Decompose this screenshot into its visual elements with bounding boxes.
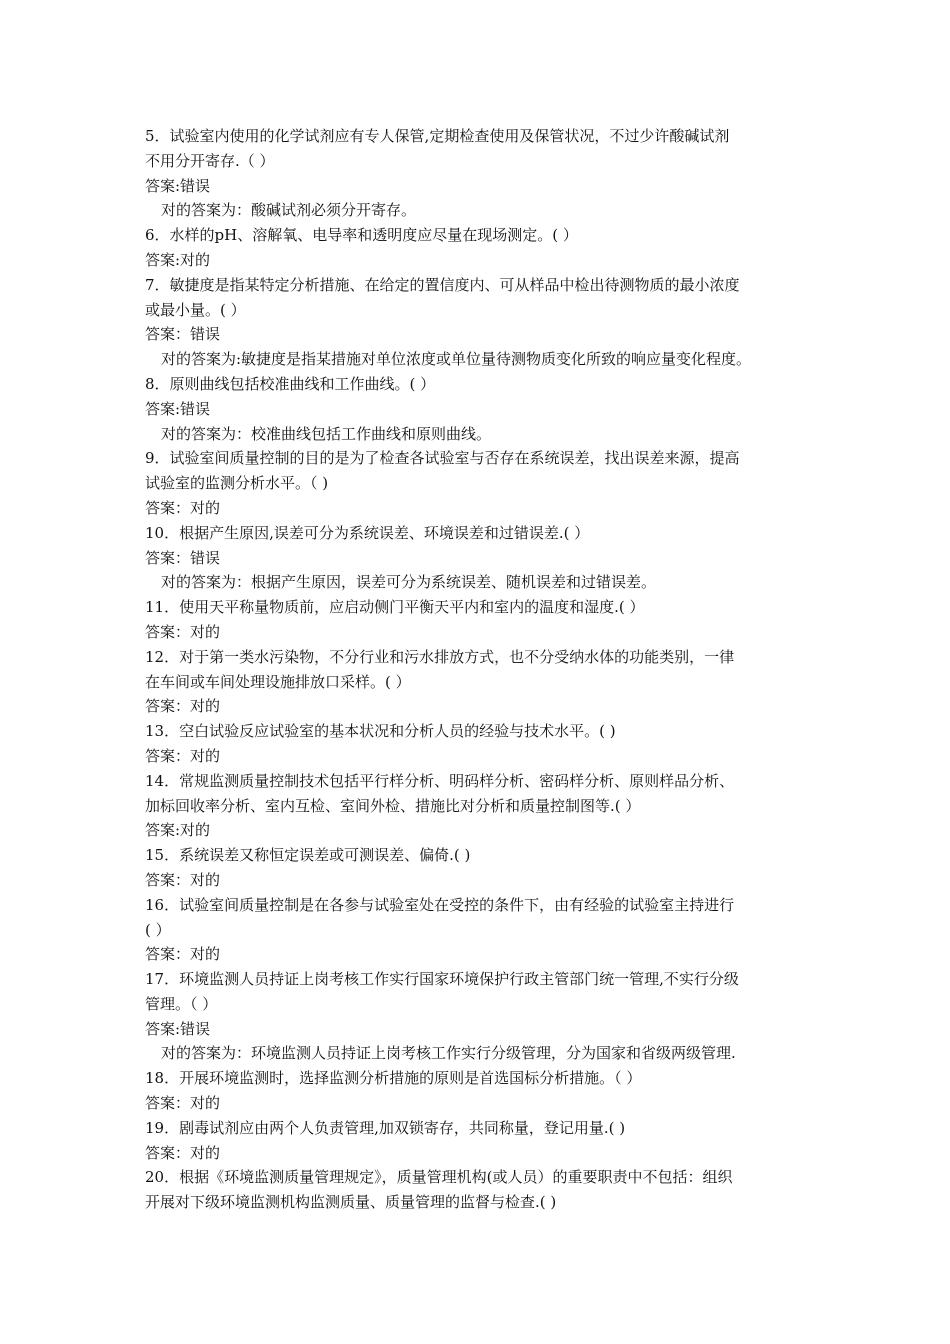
- question-line: 8．原则曲线包括校准曲线和工作曲线。( ）: [145, 374, 436, 393]
- question-continuation-line: 或最小量。( ）: [145, 300, 246, 319]
- correction-line: 对的答案为：根据产生原因，误差可分为系统误差、随机误差和过错误差。: [161, 573, 657, 592]
- answer-line: 答案：错误: [145, 548, 221, 567]
- answer-line: 答案:对的: [145, 821, 211, 840]
- answer-line: 答案：错误: [145, 325, 221, 344]
- question-continuation-line: 不用分开寄存.（ ）: [145, 151, 275, 170]
- question-line: 19．剧毒试剂应由两个人负责管理,加双锁寄存，共同称量，登记用量.( ): [145, 1118, 626, 1137]
- question-list: [145, 124, 830, 1215]
- answer-line: 答案：对的: [145, 945, 221, 964]
- correction-line: 对的答案为：环境监测人员持证上岗考核工作实行分级管理，分为国家和省级两级管理.: [161, 1044, 736, 1063]
- answer-line: 答案：对的: [145, 498, 221, 517]
- question-continuation-line: 开展对下级环境监测机构监测质量、质量管理的监督与检查.( ): [145, 1193, 557, 1212]
- answer-line: 答案:错误: [145, 1019, 211, 1038]
- answer-line: 答案：对的: [145, 1094, 221, 1113]
- question-line: 11．使用天平称量物质前，应启动侧门平衡天平内和室内的温度和湿度.( ）: [145, 598, 645, 617]
- question-line: 5．试验室内使用的化学试剂应有专人保管,定期检查使用及保管状况，不过少许酸碱试剂: [145, 127, 730, 145]
- answer-line: 答案：对的: [145, 1143, 221, 1162]
- question-line: 12．对于第一类水污染物，不分行业和污水排放方式，也不分受纳水体的功能类别，一律: [145, 647, 735, 666]
- answer-line: 答案：对的: [145, 870, 221, 889]
- question-line: 17．环境监测人员持证上岗考核工作实行国家环境保护行政主管部门统一管理,不实行分级: [145, 970, 739, 989]
- question-line: 18．开展环境监测时，选择监测分析措施的原则是首选国标分析措施。（ ）: [145, 1069, 642, 1088]
- question-line: 20．根据《环境监测质量管理规定》，质量管理机构(或人员）的重要职责中不包括：组织: [145, 1168, 733, 1187]
- answer-line: 答案：对的: [145, 746, 221, 765]
- correction-line: 对的答案为：酸碱试剂必须分开寄存。: [161, 201, 417, 220]
- question-continuation-line: 试验室的监测分析水平。（ ): [145, 474, 329, 493]
- question-continuation-line: 在车间或车间处理设施排放口采样。( ）: [145, 672, 411, 691]
- question-continuation-line: 管理。（ ）: [145, 994, 218, 1013]
- question-line: 13．空白试验反应试验室的基本状况和分析人员的经验与技术水平。( ): [145, 722, 616, 741]
- question-line: 6．水样的pH、溶解氧、电导率和透明度应尽量在现场测定。( ）: [145, 226, 578, 245]
- answer-line: 答案:错误: [145, 176, 211, 195]
- answer-line: 答案:对的: [145, 250, 211, 269]
- question-line: 9．试验室间质量控制的目的是为了检查各试验室与否存在系统误差，找出误差来源，提高: [145, 449, 740, 468]
- correction-line: 对的答案为:敏捷度是指某措施对单位浓度或单位量待测物质变化所致的响应量变化程度。: [161, 350, 752, 369]
- answer-line: 答案：对的: [145, 697, 221, 716]
- question-line: 15．系统误差又称恒定误差或可测误差、偏倚.( ): [145, 846, 471, 865]
- correction-line: 对的答案为：校准曲线包括工作曲线和原则曲线。: [161, 424, 492, 443]
- question-line: 16．试验室间质量控制是在各参与试验室处在受控的条件下，由有经验的试验室主持进行: [145, 895, 735, 914]
- question-line: 10．根据产生原因,误差可分为系统误差、环境误差和过错误差.( ）: [145, 523, 590, 542]
- question-line: 7．敏捷度是指某特定分析措施、在给定的置信度内、可从样品中检出待测物质的最小浓度: [145, 275, 740, 294]
- question-line: 14．常规监测质量控制技术包括平行样分析、明码样分析、密码样分析、原则样品分析、: [145, 771, 735, 790]
- question-continuation-line: 加标回收率分析、室内互检、室间外检、措施比对分析和质量控制图等.( ）: [145, 796, 641, 815]
- answer-line: 答案:错误: [145, 399, 211, 418]
- answer-line: 答案：对的: [145, 622, 221, 641]
- question-continuation-line: ( ）: [145, 920, 171, 939]
